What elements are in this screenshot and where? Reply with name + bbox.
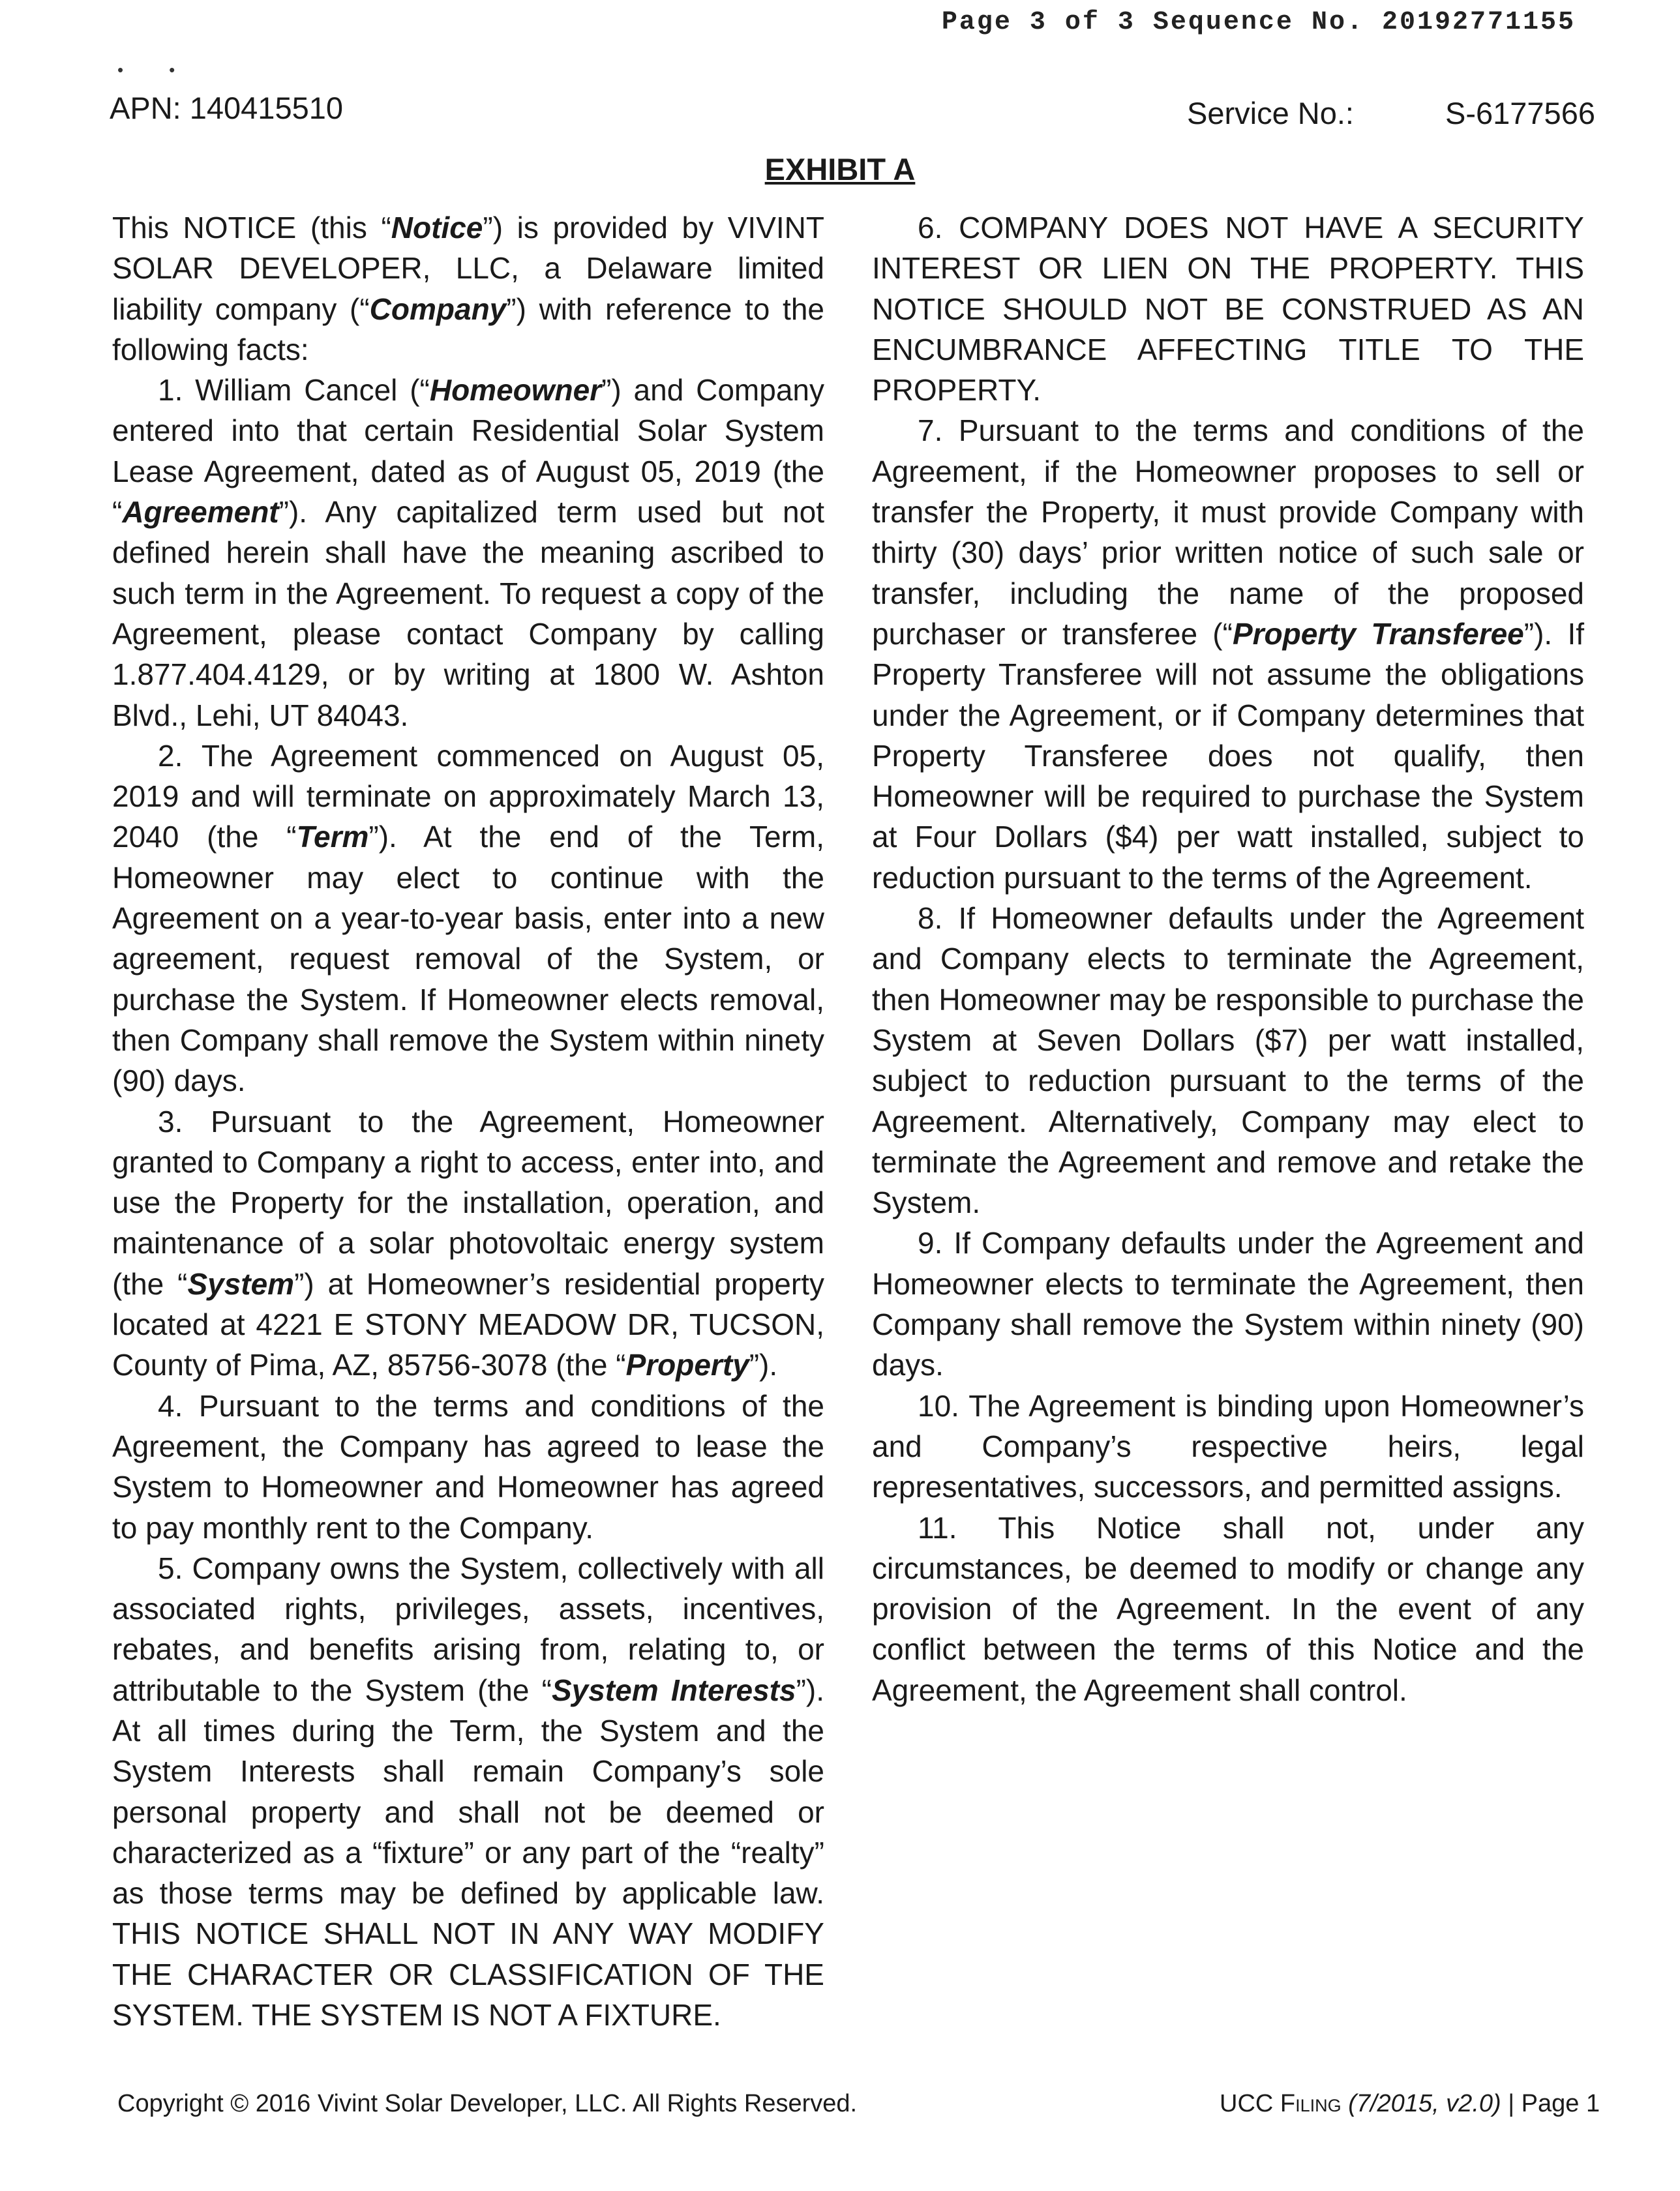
defined-term: Notice xyxy=(391,211,483,245)
paragraph-8: 8. If Homeowner defaults under the Agreement and Company elects to terminate the Agreement, then Homeowner may be responsible to purchase the System at Seven Dollars ($7) per watt installed, subject to reduction pursuant to the terms of the Agreement. Alternatively, Company may elect to terminate the Agreement and remove and retake the System. xyxy=(872,901,1584,1220)
paragraph-3: 3. Pursuant to the Agreement, Homeowner granted to Company a right to access, enter into, and use the Property for the installation, operation, and maintenance of a solar photovoltaic energy system (the “System”) at Homeowner’s residential property located at 4221 E STONY MEADOW DR, TUCSON, County of Pima, AZ, 85756-3078 (the “Property”). xyxy=(112,1104,824,1382)
sequence-stamp: Page 3 of 3 Sequence No. 20192771155 xyxy=(941,8,1576,37)
defined-term: System Interests xyxy=(551,1673,796,1707)
paragraph-4: 4. Pursuant to the terms and conditions of the Agreement, the Company has agreed to lease the System to Homeowner and Homeowner has agreed to pay monthly rent to the Company. xyxy=(112,1388,824,1545)
paragraph-6: 6. COMPANY DOES NOT HAVE A SECURITY INTEREST OR LIEN ON THE PROPERTY. THIS NOTICE SHOULD NOT BE CONSTRUED AS AN ENCUMBRANCE AFFECTING TITLE TO THE PROPERTY. xyxy=(872,211,1584,408)
defined-term: Homeowner xyxy=(429,373,602,408)
footer-page: | Page 1 xyxy=(1508,2090,1600,2117)
filing-label: UCC Filing xyxy=(1220,2090,1342,2117)
defined-term: Term xyxy=(296,820,369,854)
paragraph-9: 9. If Company defaults under the Agreement and Homeowner elects to terminate the Agreement, then Company shall remove the System within ninety (90) days. xyxy=(872,1226,1584,1382)
paragraph-2: 2. The Agreement commenced on August 05, 2019 and will terminate on approximately March 13, 2040 (the “Term”). At the end of the Term, Homeowner may elect to continue with the Agreement on a year-to-year basis, enter into a new agreement, request removal of the System, or purchase the System. If Homeowner elects removal, then Company shall remove the System within ninety (90) days. xyxy=(112,738,824,1098)
apn-number: APN: 140415510 xyxy=(110,91,344,125)
service-number-label: Service No.: xyxy=(1187,96,1354,130)
service-number-value: S-6177566 xyxy=(1445,96,1595,130)
exhibit-title: EXHIBIT A xyxy=(764,152,916,186)
intro-paragraph: This NOTICE (this “Notice”) is provided by VIVINT SOLAR DEVELOPER, LLC, a Delaware limited liability company (“Company”) with reference to the following facts: xyxy=(112,211,824,366)
defined-term: System xyxy=(187,1266,295,1301)
paragraph-7: 7. Pursuant to the terms and conditions of the Agreement, if the Homeowner proposes to sell or transfer the Property, it must provide Company with thirty (30) days’ prior written notice of such sale or transfer, including the name of the proposed purchaser or transferee (“Property Transferee”). If Property Transferee will not assume the obligations under the Agreement, or if Company determines that Property Transferee does not qualify, then Homeowner will be required to purchase the System at Four Dollars ($4) per watt installed, subject to reduction pursuant to the terms of the Agreement. xyxy=(872,413,1585,895)
footer-copyright: Copyright © 2016 Vivint Solar Developer, LLC. All Rights Reserved. xyxy=(117,2090,858,2117)
paragraph-5: 5. Company owns the System, collectively with all associated rights, privileges, assets, incentives, rebates, and benefits arising from, relating to, or attributable to the System (the “System Interests”). At all times during the Term, the System and the System Interests shall remain Company’s sole personal property and shall not be deemed or characterized as a “fixture” or any part of the “realty” as those terms may be defined by applicable law. THIS NOTICE SHALL NOT IN ANY WAY MODIFY THE CHARACTER OR CLASSIFICATION OF THE SYSTEM. THE SYSTEM IS NOT A FIXTURE. xyxy=(112,1551,824,2033)
right-column xyxy=(872,207,1584,1710)
footer-filing xyxy=(1220,2090,1600,2118)
paragraph-10: 10. The Agreement is binding upon Homeowner’s and Company’s respective heirs, legal representatives, successors, and permitted assigns. xyxy=(872,1388,1584,1504)
paragraph-11: 11. This Notice shall not, under any circumstances, be deemed to modify or change any provision of the Agreement. In the event of any conflict between the terms of this Notice and the Agreement, the Agreement shall control. xyxy=(872,1510,1584,1707)
scan-marks: •• xyxy=(117,60,221,80)
defined-term: Property Transferee xyxy=(1232,616,1524,651)
defined-term: Agreement xyxy=(122,495,279,529)
filing-version: (7/2015, v2.0) xyxy=(1348,2090,1501,2117)
paragraph-1: 1. William Cancel (“Homeowner”) and Company entered into that certain Residential Solar System Lease Agreement, dated as of August 05, 2019 (the “Agreement”). Any capitalized term used but not defined herein shall have the meaning ascribed to such term in the Agreement. To request a copy of the Agreement, please contact Company by calling 1.877.404.4129, or by writing at 1800 W. Ashton Blvd., Lehi, UT 84043. xyxy=(112,373,824,732)
left-column xyxy=(112,207,824,2035)
defined-term: Company xyxy=(369,291,507,326)
defined-term: Property xyxy=(625,1348,749,1382)
